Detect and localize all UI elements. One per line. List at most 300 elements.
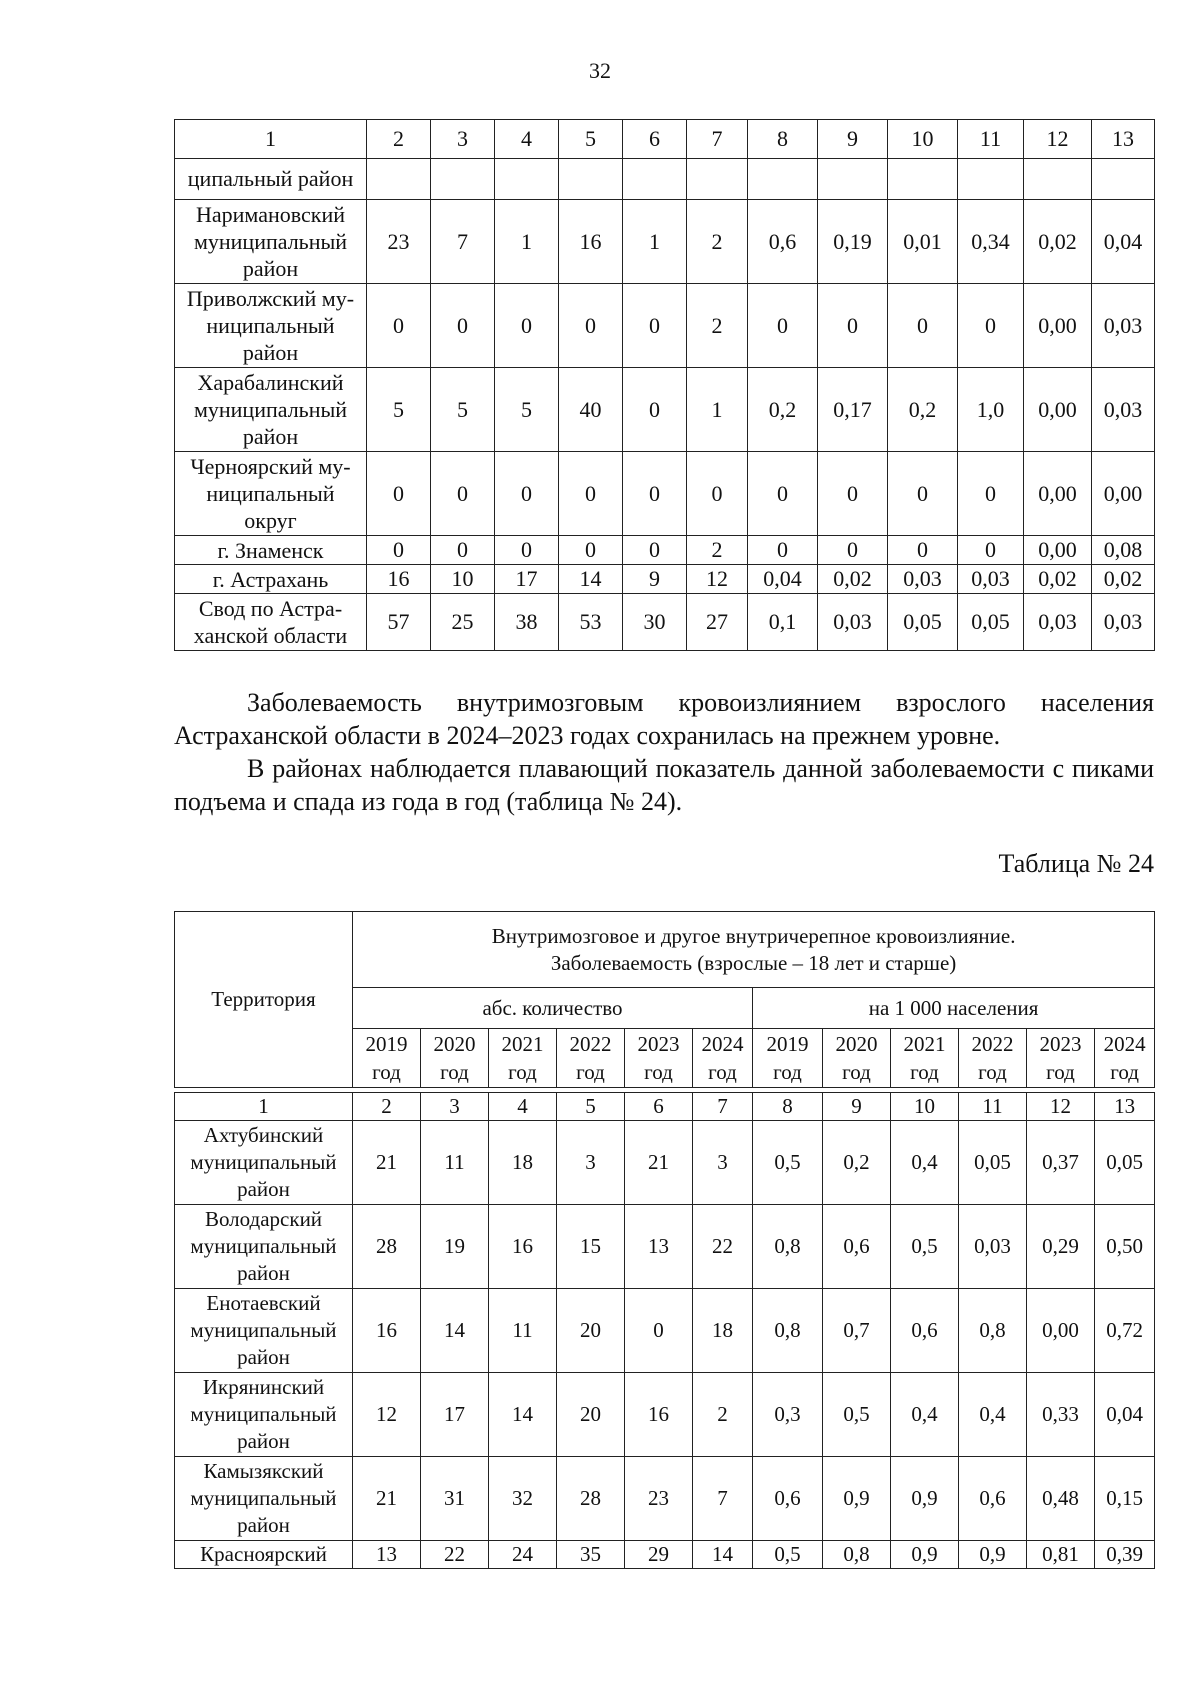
- value-cell: 0,34: [958, 200, 1024, 284]
- empty-cell: [748, 159, 818, 200]
- value-cell: 0,8: [823, 1541, 891, 1569]
- value-cell: 0,05: [958, 594, 1024, 651]
- value-cell: 0,05: [1095, 1121, 1155, 1205]
- value-cell: 0: [367, 536, 431, 565]
- value-cell: 0: [748, 284, 818, 368]
- value-cell: 19: [421, 1205, 489, 1289]
- year-suffix: год: [440, 1060, 469, 1084]
- value-cell: 0,9: [891, 1541, 959, 1569]
- territory-name-line: район: [242, 424, 299, 449]
- year-header: [693, 1029, 753, 1088]
- value-cell: 0: [958, 536, 1024, 565]
- abs-count-header: абс. количество: [353, 988, 753, 1029]
- table-caption: Таблица № 24: [998, 849, 1154, 878]
- value-cell: 11: [421, 1121, 489, 1205]
- value-cell: 0: [748, 536, 818, 565]
- year-suffix: год: [576, 1060, 605, 1084]
- territory-name-line: г. Астрахань: [212, 566, 329, 592]
- value-cell: 9: [623, 565, 687, 594]
- value-cell: 17: [495, 565, 559, 594]
- value-cell: 0: [495, 284, 559, 368]
- value-cell: 18: [489, 1121, 557, 1205]
- value-cell: 0,48: [1027, 1457, 1095, 1541]
- year-value: 2020: [433, 1032, 476, 1056]
- territory-name-line: г. Знаменск: [217, 537, 324, 563]
- value-cell: 0,2: [748, 368, 818, 452]
- territory-name-line: район: [237, 1261, 290, 1285]
- empty-cell: [958, 159, 1024, 200]
- territory-name: [175, 565, 367, 594]
- table-row: [175, 200, 1155, 284]
- value-cell: 7: [693, 1457, 753, 1541]
- value-cell: 0,03: [958, 565, 1024, 594]
- value-cell: 0,19: [818, 200, 888, 284]
- year-header: [753, 1029, 823, 1088]
- territory-name-line: муниципальный: [190, 1234, 337, 1258]
- value-cell: 0,29: [1027, 1205, 1095, 1289]
- value-cell: 22: [421, 1541, 489, 1569]
- value-cell: 0,02: [1024, 565, 1092, 594]
- territory-name: [175, 1121, 353, 1205]
- empty-cell: [495, 159, 559, 200]
- value-cell: 27: [687, 594, 748, 651]
- value-cell: 3: [557, 1121, 625, 1205]
- column-index: 11: [959, 1093, 1027, 1121]
- value-cell: 0,7: [823, 1289, 891, 1373]
- value-cell: 13: [353, 1541, 421, 1569]
- table-row: [175, 1205, 1155, 1289]
- value-cell: 12: [353, 1373, 421, 1457]
- value-cell: 0,00: [1024, 284, 1092, 368]
- year-suffix: год: [1110, 1060, 1139, 1084]
- value-cell: 0,8: [753, 1205, 823, 1289]
- value-cell: 18: [693, 1289, 753, 1373]
- territory-name-line: муниципальный: [193, 397, 348, 422]
- year-header: [823, 1029, 891, 1088]
- value-cell: 0,02: [1092, 565, 1155, 594]
- value-cell: 5: [495, 368, 559, 452]
- value-cell: 11: [489, 1289, 557, 1373]
- column-index: 12: [1024, 120, 1092, 159]
- value-cell: 0: [431, 536, 495, 565]
- value-cell: 0: [818, 452, 888, 536]
- empty-cell: [623, 159, 687, 200]
- value-cell: 0: [367, 452, 431, 536]
- value-cell: 2: [687, 536, 748, 565]
- territory-name-line: муниципальный: [190, 1402, 337, 1426]
- territory-name-line: округ: [244, 508, 297, 533]
- year-value: 2020: [835, 1032, 878, 1056]
- value-cell: 0,3: [753, 1373, 823, 1457]
- territory-name-line: Камызякский: [203, 1459, 324, 1483]
- value-cell: 0,5: [753, 1541, 823, 1569]
- value-cell: 0: [559, 536, 623, 565]
- table-row: [175, 565, 1155, 594]
- value-cell: 0,04: [748, 565, 818, 594]
- value-cell: 1: [623, 200, 687, 284]
- column-index: 6: [625, 1093, 693, 1121]
- value-cell: 3: [693, 1121, 753, 1205]
- value-cell: 16: [353, 1289, 421, 1373]
- empty-cell: [888, 159, 958, 200]
- territory-name: [175, 1205, 353, 1289]
- table-row: [175, 284, 1155, 368]
- value-cell: 0,00: [1024, 368, 1092, 452]
- value-cell: 15: [557, 1205, 625, 1289]
- value-cell: 0,03: [1092, 284, 1155, 368]
- year-header: [1027, 1029, 1095, 1088]
- value-cell: 23: [625, 1457, 693, 1541]
- value-cell: 0,8: [753, 1289, 823, 1373]
- year-suffix: год: [773, 1060, 802, 1084]
- value-cell: 0: [623, 368, 687, 452]
- paragraph-incidence-stable: Заболеваемость внутримозговым кровоизлиянием взрослого населения Астраханской области в 2024–2023 годах сохранилась на прежнем уровне.: [174, 688, 1154, 750]
- value-cell: 10: [431, 565, 495, 594]
- year-value: 2022: [569, 1032, 612, 1056]
- value-cell: 0: [431, 452, 495, 536]
- value-cell: 0: [958, 452, 1024, 536]
- value-cell: 0,9: [959, 1541, 1027, 1569]
- column-index: 5: [559, 120, 623, 159]
- column-index: 9: [823, 1093, 891, 1121]
- value-cell: 0: [495, 452, 559, 536]
- column-index: 10: [888, 120, 958, 159]
- value-cell: 0,02: [1024, 200, 1092, 284]
- value-cell: 1: [687, 368, 748, 452]
- territory-name-line: ниципальный: [206, 313, 335, 338]
- empty-cell: [367, 159, 431, 200]
- territory-name: [175, 368, 367, 452]
- value-cell: 0,1: [748, 594, 818, 651]
- paragraph-districts-fluctuation: В районах наблюдается плавающий показатель данной заболеваемости с пиками подъема и спада из года в год (таблица № 24).: [174, 754, 1154, 816]
- value-cell: 21: [353, 1121, 421, 1205]
- empty-cell: [431, 159, 495, 200]
- territory-name: [175, 1541, 353, 1569]
- value-cell: 0,04: [1095, 1373, 1155, 1457]
- territory-name-line: Икрянинский: [202, 1375, 325, 1399]
- value-cell: 0,2: [888, 368, 958, 452]
- value-cell: 0,6: [959, 1457, 1027, 1541]
- column-index: 1: [175, 120, 367, 159]
- year-header: [959, 1029, 1027, 1088]
- value-cell: 21: [625, 1121, 693, 1205]
- territory-name-line: Харабалинский: [197, 370, 344, 395]
- territory-name-line: муниципальный: [193, 229, 348, 254]
- value-cell: 12: [687, 565, 748, 594]
- value-cell: 0,02: [818, 565, 888, 594]
- value-cell: 0,00: [1024, 452, 1092, 536]
- value-cell: 0: [559, 452, 623, 536]
- value-cell: 0,00: [1092, 452, 1155, 536]
- column-index: 13: [1092, 120, 1155, 159]
- year-value: 2022: [971, 1032, 1014, 1056]
- year-value: 2021: [903, 1032, 946, 1056]
- territory-name-line: ниципальный: [206, 481, 335, 506]
- table-row: [175, 1457, 1155, 1541]
- column-index: 5: [557, 1093, 625, 1121]
- value-cell: 0: [623, 452, 687, 536]
- value-cell: 14: [489, 1373, 557, 1457]
- value-cell: 0,03: [1024, 594, 1092, 651]
- column-index: 4: [495, 120, 559, 159]
- value-cell: 0,00: [1024, 536, 1092, 565]
- value-cell: 0,33: [1027, 1373, 1095, 1457]
- value-cell: 0,4: [959, 1373, 1027, 1457]
- value-cell: 0,15: [1095, 1457, 1155, 1541]
- value-cell: 35: [557, 1541, 625, 1569]
- column-index: 7: [693, 1093, 753, 1121]
- continued-table: [174, 119, 1155, 651]
- column-index-row: [175, 1093, 1155, 1121]
- year-suffix: год: [708, 1060, 737, 1084]
- value-cell: 0,6: [748, 200, 818, 284]
- territory-name-line: Приволжский му-: [186, 286, 355, 311]
- column-index: 7: [687, 120, 748, 159]
- value-cell: 0,03: [959, 1205, 1027, 1289]
- column-index: 2: [353, 1093, 421, 1121]
- table-row: [175, 1121, 1155, 1205]
- value-cell: 0: [818, 284, 888, 368]
- column-index: 11: [958, 120, 1024, 159]
- value-cell: 14: [421, 1289, 489, 1373]
- territory-name-line: Володарский: [204, 1207, 323, 1231]
- table-row: [175, 368, 1155, 452]
- territory-name: [175, 594, 367, 651]
- territory-name-line: Свод по Астра-: [198, 596, 343, 621]
- value-cell: 21: [353, 1457, 421, 1541]
- value-cell: 0,37: [1027, 1121, 1095, 1205]
- value-cell: 16: [625, 1373, 693, 1457]
- year-value: 2023: [637, 1032, 680, 1056]
- territory-name-line: ханской области: [193, 623, 348, 648]
- value-cell: 20: [557, 1373, 625, 1457]
- value-cell: 5: [431, 368, 495, 452]
- value-cell: 25: [431, 594, 495, 651]
- table-title: [353, 912, 1155, 988]
- continuation-row: [175, 159, 1155, 200]
- value-cell: 14: [693, 1541, 753, 1569]
- value-cell: 40: [559, 368, 623, 452]
- value-cell: 2: [687, 284, 748, 368]
- value-cell: 0,08: [1092, 536, 1155, 565]
- column-index: 3: [431, 120, 495, 159]
- value-cell: 0,8: [959, 1289, 1027, 1373]
- value-cell: 0: [958, 284, 1024, 368]
- column-index: 8: [753, 1093, 823, 1121]
- year-value: 2024: [701, 1032, 744, 1056]
- value-cell: 0,05: [959, 1121, 1027, 1205]
- value-cell: 0,03: [888, 565, 958, 594]
- territory-name-line: район: [237, 1177, 290, 1201]
- column-index: 1: [175, 1093, 353, 1121]
- territory-header: Территория: [175, 912, 353, 1088]
- value-cell: 0: [623, 536, 687, 565]
- value-cell: 0: [559, 284, 623, 368]
- value-cell: 0,4: [891, 1121, 959, 1205]
- territory-name: [175, 1457, 353, 1541]
- value-cell: 0,81: [1027, 1541, 1095, 1569]
- value-cell: 0: [625, 1289, 693, 1373]
- value-cell: 28: [557, 1457, 625, 1541]
- value-cell: 0,00: [1027, 1289, 1095, 1373]
- column-index: 4: [489, 1093, 557, 1121]
- year-header: [489, 1029, 557, 1088]
- value-cell: 57: [367, 594, 431, 651]
- table-title-line2: Заболеваемость (взрослые – 18 лет и старше): [550, 950, 957, 975]
- value-cell: 32: [489, 1457, 557, 1541]
- territory-name-line: Енотаевский: [206, 1291, 321, 1315]
- year-suffix: год: [910, 1060, 939, 1084]
- value-cell: 1: [495, 200, 559, 284]
- value-cell: 0: [888, 452, 958, 536]
- year-suffix: год: [508, 1060, 537, 1084]
- territory-name: [175, 452, 367, 536]
- value-cell: 24: [489, 1541, 557, 1569]
- value-cell: 16: [489, 1205, 557, 1289]
- territory-name-line: район: [237, 1513, 290, 1537]
- value-cell: 0,9: [823, 1457, 891, 1541]
- value-cell: 0,39: [1095, 1541, 1155, 1569]
- value-cell: 1,0: [958, 368, 1024, 452]
- column-index: 9: [818, 120, 888, 159]
- year-suffix: год: [842, 1060, 871, 1084]
- value-cell: 0,03: [1092, 594, 1155, 651]
- value-cell: 0,6: [891, 1289, 959, 1373]
- territory-name: [175, 536, 367, 565]
- value-cell: 30: [623, 594, 687, 651]
- table-row: [175, 1541, 1155, 1569]
- year-suffix: год: [372, 1060, 401, 1084]
- column-index: 3: [421, 1093, 489, 1121]
- territory-name-line: Красноярский: [200, 1542, 327, 1566]
- table-row: [175, 1373, 1155, 1457]
- territory-name-line: муниципальный: [190, 1318, 337, 1342]
- value-cell: 0: [818, 536, 888, 565]
- year-suffix: год: [644, 1060, 673, 1084]
- year-header: [557, 1029, 625, 1088]
- territory-name: [175, 1373, 353, 1457]
- column-index: 12: [1027, 1093, 1095, 1121]
- year-value: 2019: [766, 1032, 809, 1056]
- year-value: 2021: [501, 1032, 544, 1056]
- value-cell: 17: [421, 1373, 489, 1457]
- value-cell: 0,04: [1092, 200, 1155, 284]
- value-cell: 7: [431, 200, 495, 284]
- year-value: 2019: [365, 1032, 408, 1056]
- territory-name-line: район: [237, 1429, 290, 1453]
- value-cell: 0,17: [818, 368, 888, 452]
- value-cell: 0,5: [753, 1121, 823, 1205]
- value-cell: 16: [367, 565, 431, 594]
- page-number: 32: [589, 58, 611, 83]
- table-row: [175, 536, 1155, 565]
- value-cell: 0: [431, 284, 495, 368]
- empty-cell: [1092, 159, 1155, 200]
- column-index: 10: [891, 1093, 959, 1121]
- value-cell: 0,5: [823, 1373, 891, 1457]
- value-cell: 0,03: [1092, 368, 1155, 452]
- value-cell: 2: [693, 1373, 753, 1457]
- table-row: [175, 1289, 1155, 1373]
- value-cell: 0,5: [891, 1205, 959, 1289]
- value-cell: 0,4: [891, 1373, 959, 1457]
- value-cell: 29: [625, 1541, 693, 1569]
- year-suffix: год: [978, 1060, 1007, 1084]
- value-cell: 13: [625, 1205, 693, 1289]
- value-cell: 0,6: [753, 1457, 823, 1541]
- value-cell: 2: [687, 200, 748, 284]
- year-value: 2023: [1039, 1032, 1082, 1056]
- value-cell: 0,03: [818, 594, 888, 651]
- continuation-label: ципальный район: [175, 159, 367, 200]
- value-cell: 0,05: [888, 594, 958, 651]
- per-1000-header: на 1 000 населения: [753, 988, 1155, 1029]
- territory-name: [175, 200, 367, 284]
- value-cell: 16: [559, 200, 623, 284]
- empty-cell: [818, 159, 888, 200]
- table-24: [174, 911, 1155, 1569]
- column-index-row: [175, 120, 1155, 159]
- table-row: [175, 452, 1155, 536]
- empty-cell: [687, 159, 748, 200]
- year-header: [1095, 1029, 1155, 1088]
- value-cell: 0: [888, 536, 958, 565]
- value-cell: 0: [888, 284, 958, 368]
- year-header: [353, 1029, 421, 1088]
- territory-name: [175, 1289, 353, 1373]
- value-cell: 0: [495, 536, 559, 565]
- table-title-line1: Внутримозговое и другое внутричерепное кровоизлияние.: [491, 923, 1016, 948]
- year-value: 2024: [1103, 1032, 1146, 1056]
- year-suffix: год: [1046, 1060, 1075, 1084]
- value-cell: 20: [557, 1289, 625, 1373]
- table-row: [175, 594, 1155, 651]
- value-cell: 5: [367, 368, 431, 452]
- territory-name-line: Черноярский му-: [190, 454, 351, 479]
- empty-cell: [1024, 159, 1092, 200]
- value-cell: 23: [367, 200, 431, 284]
- year-header: [421, 1029, 489, 1088]
- territory-name-line: Ахтубинский: [203, 1123, 324, 1147]
- column-index: 13: [1095, 1093, 1155, 1121]
- value-cell: 0,2: [823, 1121, 891, 1205]
- territory-name: [175, 284, 367, 368]
- value-cell: 0: [623, 284, 687, 368]
- value-cell: 0,9: [891, 1457, 959, 1541]
- value-cell: 28: [353, 1205, 421, 1289]
- territory-name-line: район: [242, 340, 299, 365]
- empty-cell: [559, 159, 623, 200]
- territory-name-line: район: [237, 1345, 290, 1369]
- territory-name-line: муниципальный: [190, 1486, 337, 1510]
- territory-name-line: муниципальный: [190, 1150, 337, 1174]
- value-cell: 0,6: [823, 1205, 891, 1289]
- column-index: 2: [367, 120, 431, 159]
- territory-name-line: район: [242, 256, 299, 281]
- value-cell: 0: [687, 452, 748, 536]
- value-cell: 0,72: [1095, 1289, 1155, 1373]
- value-cell: 31: [421, 1457, 489, 1541]
- year-header: [625, 1029, 693, 1088]
- value-cell: 53: [559, 594, 623, 651]
- value-cell: 0,50: [1095, 1205, 1155, 1289]
- value-cell: 0,01: [888, 200, 958, 284]
- value-cell: 0: [367, 284, 431, 368]
- column-index: 8: [748, 120, 818, 159]
- column-index: 6: [623, 120, 687, 159]
- year-header: [891, 1029, 959, 1088]
- value-cell: 14: [559, 565, 623, 594]
